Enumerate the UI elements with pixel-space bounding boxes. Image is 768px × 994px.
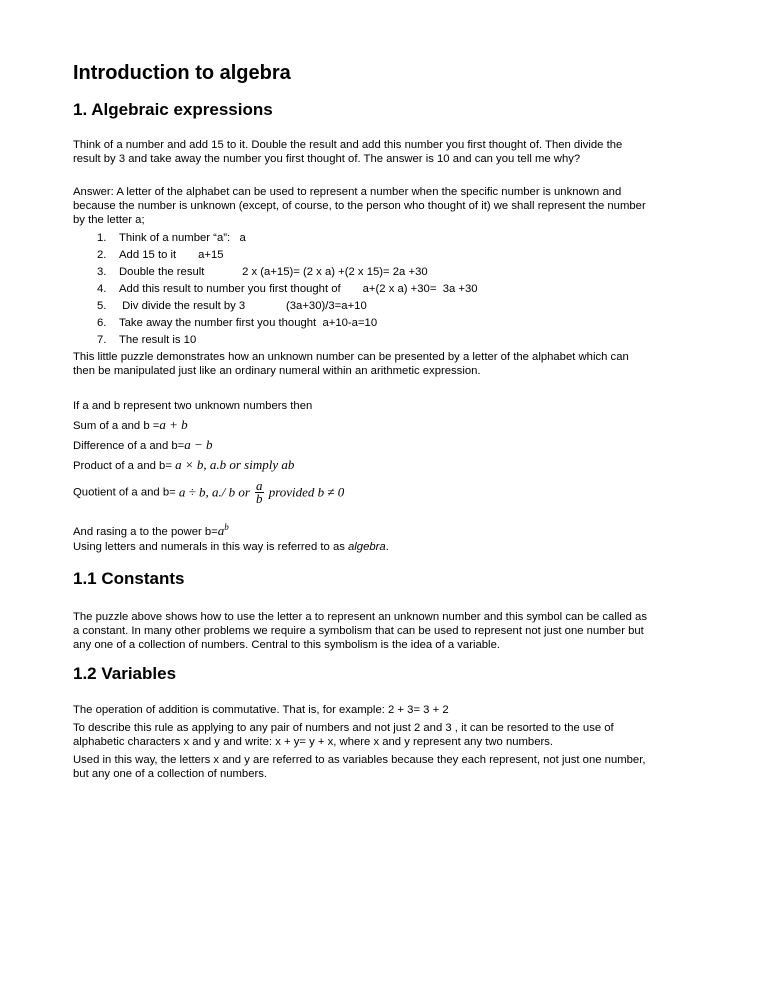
variables-line-5: but any one of a collection of numbers.	[73, 768, 268, 780]
section-heading-variables: 1.2 Variables	[73, 664, 177, 683]
list-item: 7. The result is 10	[97, 334, 197, 346]
difference-row: Difference of a and b=a − b	[73, 437, 213, 452]
power-row: And rasing a to the power $b=a^b$	[73, 522, 229, 538]
list-item: 6. Take away the number first you thought a+10-a=10	[97, 317, 378, 329]
sum-expression: a + b	[159, 417, 188, 432]
difference-expression: a − b	[184, 437, 213, 452]
constants-line-2: a constant. In many other problems we require a symbolism that can be used to represent not just one number but	[73, 625, 644, 637]
list-item: 3. Double the result 2 x (a+15)= (2 x a) +(2 x 15)= 2a +30	[97, 266, 428, 278]
quotient-row: Quotient of a and b= a ÷ b, a./ b or $\frac{a}{b}$ provided b ≠ 0	[73, 478, 345, 506]
algebra-definition: Using letters and numerals in this way is referred to as algebra.	[73, 541, 389, 553]
algebra-term: algebra	[348, 541, 386, 553]
section-heading-constants: 1.1 Constants	[73, 569, 185, 588]
quotient-fraction: $\frac{a}{b}$	[256, 478, 263, 506]
variables-line-2: To describe this rule as applying to any pair of numbers and not just 2 and 3 , it can be resorted to the use of	[73, 722, 614, 734]
list-item: 2. Add 15 to it a+15	[97, 249, 224, 261]
puzzle-line-2: result by 3 and take away the number you first thought of. The answer is 10 and can you tell me why?	[73, 153, 581, 165]
list-item: 4. Add this result to number you first thought of a+(2 x a) +30= 3a +30	[97, 283, 478, 295]
product-expression: a × b, a.b or simply ab	[175, 457, 295, 472]
sum-row: Sum of a and b =a + b	[73, 417, 188, 432]
list-item: 5. Div divide the result by 3 (3a+30)/3=a+10	[97, 300, 367, 312]
answer-line-1: Answer: A letter of the alphabet can be used to represent a number when the specific number is unknown and	[73, 186, 622, 198]
page-title: Introduction to algebra	[73, 62, 291, 84]
section-heading-algebraic-expressions: 1. Algebraic expressions	[73, 100, 273, 119]
variables-line-3: alphabetic characters x and y and write: x + y= y + x, where x and y represent any two numbers.	[73, 736, 554, 748]
puzzle-line-1: Think of a number and add 15 to it. Double the result and add this number you first thought of. Then divide the	[73, 139, 623, 151]
constants-line-1: The puzzle above shows how to use the letter a to represent an unknown number and this symbol can be called as	[73, 611, 647, 623]
answer-line-2: because the number is unknown (except, of course, to the person who thought of it) we shall represent the number	[73, 200, 646, 212]
variables-line-1: The operation of addition is commutative. That is, for example: 2 + 3= 3 + 2	[73, 704, 449, 716]
power-exponent: b	[224, 522, 229, 532]
answer-line-3: by the letter a;	[73, 214, 145, 226]
summary-line-2: then be manipulated just like an ordinary numeral within an arithmetic expression.	[73, 365, 481, 377]
constants-line-3: any one of a collection of numbers. Central to this symbolism is the idea of a variable.	[73, 639, 500, 651]
variables-line-4: Used in this way, the letters x and y are referred to as variables because they each represent, not just one number,	[73, 754, 646, 766]
list-item: 1. Think of a number “a”: a	[97, 232, 246, 244]
summary-line-1: This little puzzle demonstrates how an unknown number can be presented by a letter of the alphabet which can	[73, 351, 629, 363]
unknowns-intro: If a and b represent two unknown numbers then	[73, 400, 313, 412]
power-base: a	[217, 522, 225, 538]
product-row: Product of a and b= a × b, a.b or simply ab	[73, 457, 295, 472]
